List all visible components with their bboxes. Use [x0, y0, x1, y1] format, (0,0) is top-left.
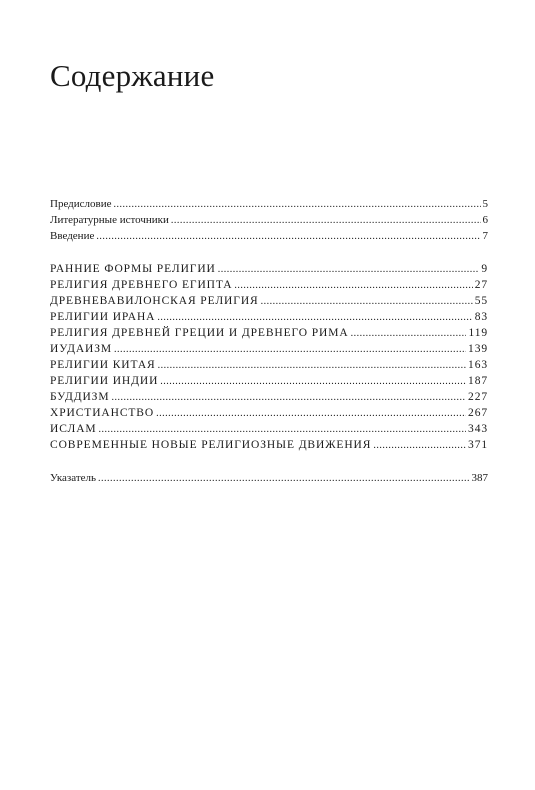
toc-entry[interactable]: [50, 325, 488, 341]
dot-leader: [157, 309, 472, 326]
toc-entry-page: 187: [468, 375, 488, 387]
toc-entry-page: 343: [468, 423, 488, 435]
toc-entry-label: Указатель: [50, 472, 97, 484]
dot-leader: [160, 373, 466, 390]
toc-entry[interactable]: [50, 357, 488, 373]
page-title: Содержание: [50, 58, 215, 93]
toc-entry[interactable]: [50, 373, 488, 389]
dot-leader: [261, 293, 473, 310]
toc-entry[interactable]: [50, 341, 488, 357]
dot-leader: [99, 421, 467, 438]
toc-entry-page: 7: [482, 230, 488, 242]
toc-entry-page: 119: [468, 327, 488, 339]
toc-entry[interactable]: [50, 470, 488, 486]
toc-entry-label: ИСЛАМ: [50, 423, 97, 435]
toc-entry-label: ДРЕВНЕВАВИЛОНСКАЯ РЕЛИГИЯ: [50, 295, 259, 307]
toc-chapters: [50, 261, 488, 453]
toc-entry-label: РЕЛИГИЯ ДРЕВНЕЙ ГРЕЦИИ И ДРЕВНЕГО РИМА: [50, 327, 349, 339]
dot-leader: [158, 357, 466, 374]
toc-entry[interactable]: [50, 212, 488, 228]
toc-entry-label: СОВРЕМЕННЫЕ НОВЫЕ РЕЛИГИОЗНЫЕ ДВИЖЕНИЯ: [50, 439, 372, 451]
toc-entry[interactable]: [50, 277, 488, 293]
dot-leader: [171, 212, 481, 229]
toc-entry-label: БУДДИЗМ: [50, 391, 110, 403]
toc-entry-label: РЕЛИГИЯ ДРЕВНЕГО ЕГИПТА: [50, 279, 233, 291]
toc-entry-label: ИУДАИЗМ: [50, 343, 113, 355]
dot-leader: [234, 277, 472, 294]
toc-entry-page: 6: [482, 214, 488, 226]
toc-entry[interactable]: [50, 421, 488, 437]
toc-front-matter: [50, 196, 488, 244]
toc-entry-page: 227: [468, 391, 488, 403]
toc-entry[interactable]: [50, 196, 488, 212]
toc-entry-label: РЕЛИГИИ ИРАНА: [50, 311, 156, 323]
dot-leader: [373, 437, 466, 454]
toc-entry-page: 267: [468, 407, 488, 419]
toc-back-matter: [50, 470, 488, 486]
toc-entry-page: 163: [468, 359, 488, 371]
toc-entry-page: 9: [481, 263, 488, 275]
toc-entry-page: 27: [474, 279, 488, 291]
dot-leader: [111, 389, 466, 406]
toc-entry-label: Введение: [50, 230, 95, 242]
toc-entry-label: Предисловие: [50, 198, 112, 210]
toc-entry-label: РАННИЕ ФОРМЫ РЕЛИГИИ: [50, 263, 216, 275]
toc-entry-label: РЕЛИГИИ КИТАЯ: [50, 359, 156, 371]
dot-leader: [156, 405, 466, 422]
toc-entry-page: 371: [468, 439, 488, 451]
dot-leader: [98, 470, 469, 487]
toc-entry[interactable]: [50, 437, 488, 453]
toc-entry[interactable]: [50, 405, 488, 421]
toc-entry[interactable]: [50, 293, 488, 309]
dot-leader: [351, 325, 467, 342]
toc-entry-page: 5: [482, 198, 488, 210]
toc-entry-label: ХРИСТИАНСТВО: [50, 407, 155, 419]
toc-entry[interactable]: [50, 228, 488, 244]
toc-entry-page: 139: [468, 343, 488, 355]
toc-entry[interactable]: [50, 389, 488, 405]
toc-entry-label: РЕЛИГИИ ИНДИИ: [50, 375, 159, 387]
dot-leader: [114, 196, 481, 213]
toc-entry-page: 55: [474, 295, 488, 307]
dot-leader: [218, 261, 480, 278]
dot-leader: [114, 341, 466, 358]
toc-entry[interactable]: [50, 309, 488, 325]
toc-entry-label: Литературные источники: [50, 214, 169, 226]
toc-entry[interactable]: [50, 261, 488, 277]
toc-entry-page: 83: [474, 311, 488, 323]
dot-leader: [96, 228, 480, 245]
toc-entry-page: 387: [471, 472, 488, 484]
